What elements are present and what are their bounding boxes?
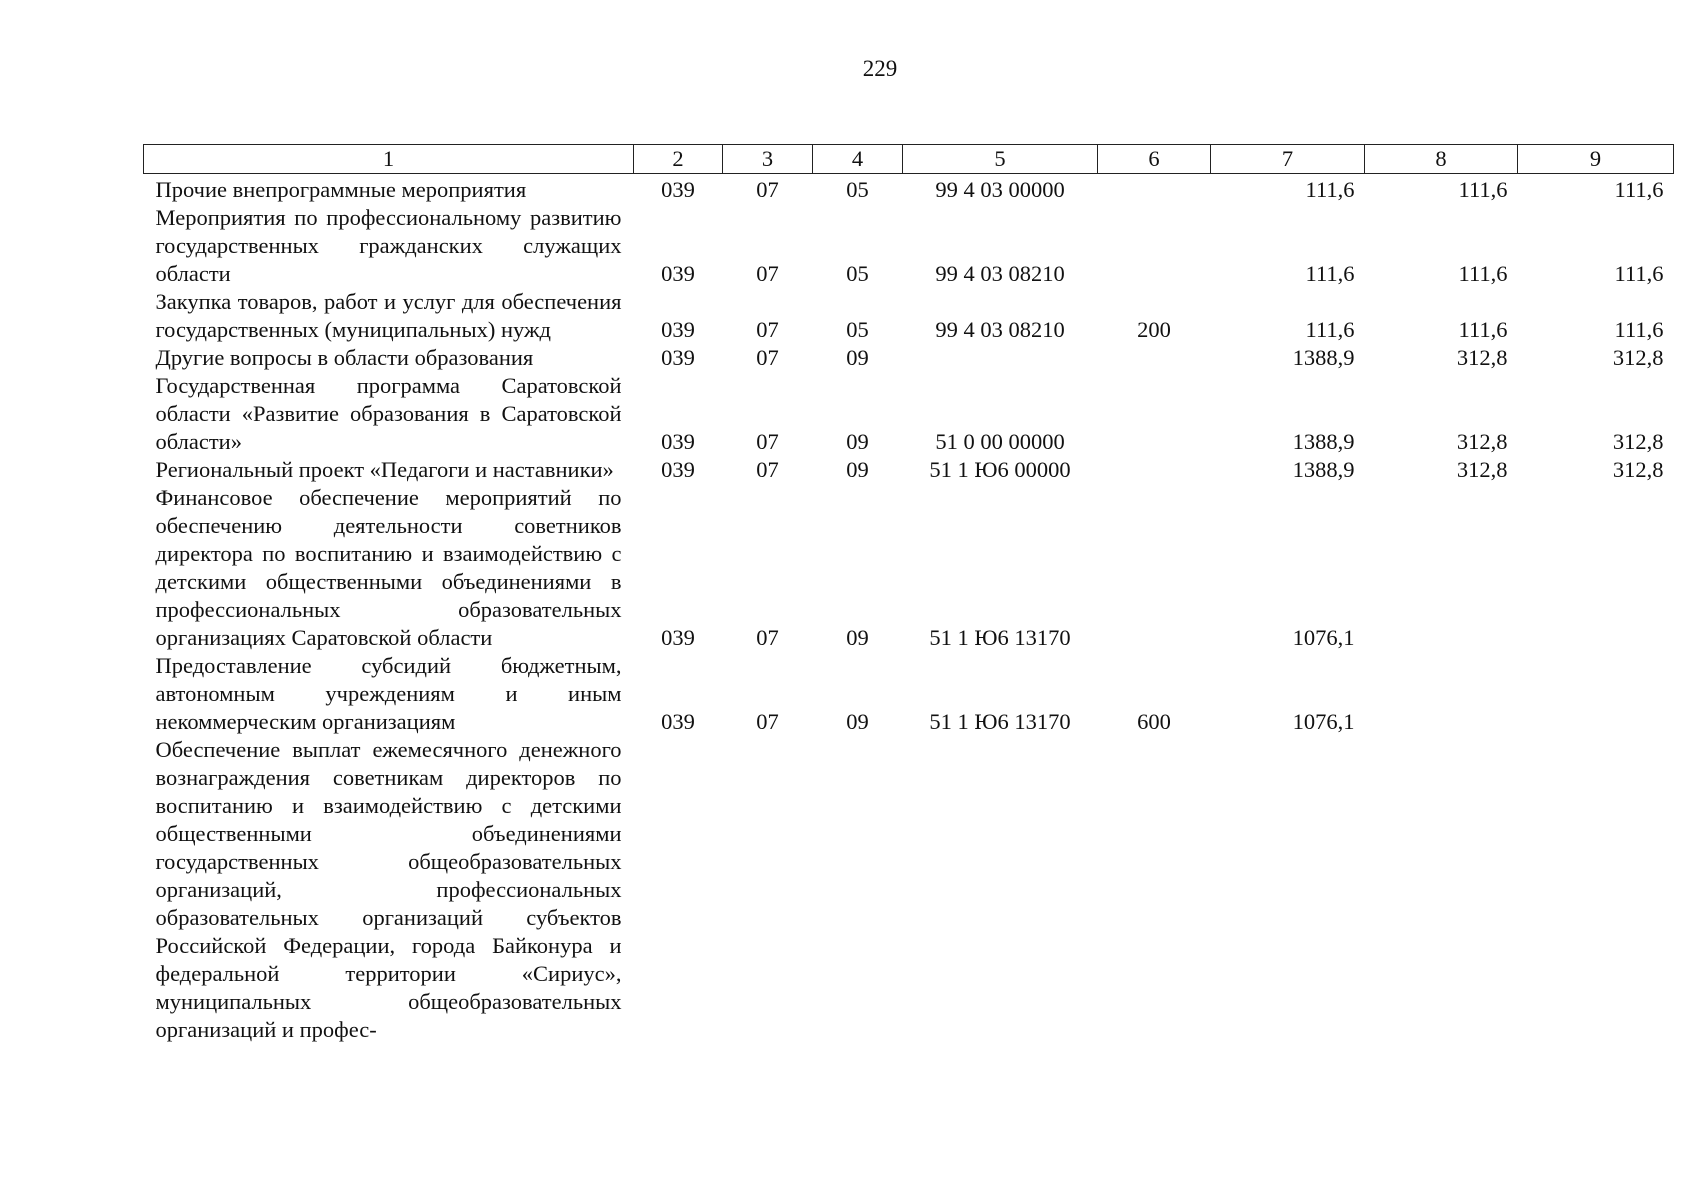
section-code-cell: 07 xyxy=(756,429,779,454)
row-name-cell: Финансовое обеспечение мероприятий по обеспечению деятельности советников директора по воспитанию и взаимодействию с детскими общественными объединениями в профессиональных образовательных организациях Саратовской области xyxy=(155,485,622,650)
expense-type-cell: 600 xyxy=(1137,709,1171,734)
column-header: 5 xyxy=(903,145,1098,174)
expense-type-cell xyxy=(1098,344,1211,372)
amount-cell-8: 111,6 xyxy=(1458,177,1508,202)
table-row xyxy=(144,456,1674,484)
expense-type-cell xyxy=(1098,484,1211,652)
table-row xyxy=(144,652,1674,736)
column-header: 3 xyxy=(723,145,813,174)
column-header: 9 xyxy=(1518,145,1674,174)
amount-cell-7: 111,6 xyxy=(1305,317,1355,342)
expense-type-cell xyxy=(1098,456,1211,484)
ministry-code-cell: 039 xyxy=(661,429,695,454)
table-row xyxy=(144,736,1674,1044)
row-name-cell: Обеспечение выплат ежемесячного денежного вознаграждения советникам директоров по воспитанию и взаимодействию с детскими общественными объединениями государственных общеобразовательных организаций, профессиональных образовательных организаций субъектов Российской Федерации, города Байконура и федеральной территории «Сириус», муниципальных общеобразовательных организаций и профес- xyxy=(155,737,622,1042)
amount-cell-8 xyxy=(1365,736,1518,1044)
subsection-code-cell: 09 xyxy=(846,625,869,650)
subsection-code-cell xyxy=(813,736,903,1044)
header-row xyxy=(144,145,1674,174)
amount-cell-7: 1388,9 xyxy=(1292,429,1355,454)
amount-cell-9 xyxy=(1518,736,1674,1044)
amount-cell-9: 111,6 xyxy=(1614,261,1664,286)
amount-cell-7: 1076,1 xyxy=(1292,625,1355,650)
amount-cell-9 xyxy=(1518,652,1674,736)
amount-cell-7: 111,6 xyxy=(1305,177,1355,202)
target-article-cell: 51 1 Ю6 13170 xyxy=(929,709,1071,734)
ministry-code-cell: 039 xyxy=(661,261,695,286)
section-code-cell: 07 xyxy=(756,317,779,342)
row-name-cell: Другие вопросы в области образования xyxy=(155,345,534,370)
target-article-cell: 99 4 03 08210 xyxy=(935,317,1065,342)
column-header: 4 xyxy=(813,145,903,174)
column-header: 7 xyxy=(1211,145,1365,174)
ministry-code-cell: 039 xyxy=(661,345,695,370)
row-name-cell: Прочие внепрограммные мероприятия xyxy=(155,177,527,202)
table-body xyxy=(144,174,1674,1045)
subsection-code-cell: 05 xyxy=(846,261,869,286)
table-row xyxy=(144,344,1674,372)
target-article-cell: 99 4 03 08210 xyxy=(935,261,1065,286)
amount-cell-8 xyxy=(1365,484,1518,652)
target-article-cell: 51 0 00 00000 xyxy=(935,429,1065,454)
target-article-cell: 51 1 Ю6 13170 xyxy=(929,625,1071,650)
amount-cell-7: 1388,9 xyxy=(1292,345,1355,370)
row-name-cell: Государственная программа Саратовской области «Развитие образования в Саратовской области» xyxy=(155,373,622,454)
column-header: 6 xyxy=(1098,145,1211,174)
column-header: 8 xyxy=(1365,145,1518,174)
subsection-code-cell: 09 xyxy=(846,709,869,734)
expense-type-cell xyxy=(1098,736,1211,1044)
target-article-cell: 99 4 03 00000 xyxy=(935,177,1065,202)
table-row xyxy=(144,174,1674,205)
expense-type-cell: 200 xyxy=(1137,317,1171,342)
ministry-code-cell: 039 xyxy=(661,317,695,342)
target-article-cell xyxy=(903,736,1098,1044)
budget-table xyxy=(143,144,1674,1044)
section-code-cell: 07 xyxy=(756,457,779,482)
subsection-code-cell: 09 xyxy=(846,457,869,482)
row-name-cell: Региональный проект «Педагоги и наставники» xyxy=(155,457,614,482)
row-name-cell: Предоставление субсидий бюджетным, автономным учреждениям и иным некоммерческим организациям xyxy=(155,653,622,734)
column-header: 2 xyxy=(634,145,723,174)
ministry-code-cell: 039 xyxy=(661,177,695,202)
row-name-cell: Мероприятия по профессиональному развитию государственных гражданских служащих области xyxy=(155,205,622,286)
column-header: 1 xyxy=(144,145,634,174)
subsection-code-cell: 09 xyxy=(846,345,869,370)
amount-cell-8: 111,6 xyxy=(1458,317,1508,342)
subsection-code-cell: 05 xyxy=(846,177,869,202)
section-code-cell: 07 xyxy=(756,709,779,734)
amount-cell-8: 312,8 xyxy=(1456,429,1508,454)
target-article-cell: 51 1 Ю6 00000 xyxy=(929,457,1071,482)
amount-cell-8: 312,8 xyxy=(1456,345,1508,370)
amount-cell-9: 312,8 xyxy=(1612,457,1664,482)
amount-cell-9: 111,6 xyxy=(1614,177,1664,202)
table-row xyxy=(144,484,1674,652)
amount-cell-9: 312,8 xyxy=(1612,345,1664,370)
amount-cell-9: 312,8 xyxy=(1612,429,1664,454)
ministry-code-cell xyxy=(634,736,723,1044)
target-article-cell xyxy=(903,344,1098,372)
section-code-cell: 07 xyxy=(756,345,779,370)
amount-cell-8 xyxy=(1365,652,1518,736)
section-code-cell xyxy=(723,736,813,1044)
amount-cell-7: 1076,1 xyxy=(1292,709,1355,734)
section-code-cell: 07 xyxy=(756,177,779,202)
amount-cell-8: 111,6 xyxy=(1458,261,1508,286)
table-row xyxy=(144,288,1674,344)
subsection-code-cell: 09 xyxy=(846,429,869,454)
expense-type-cell xyxy=(1098,204,1211,288)
page-number: 229 xyxy=(862,56,898,81)
section-code-cell: 07 xyxy=(756,261,779,286)
amount-cell-8: 312,8 xyxy=(1456,457,1508,482)
ministry-code-cell: 039 xyxy=(661,457,695,482)
amount-cell-7: 1388,9 xyxy=(1292,457,1355,482)
amount-cell-7: 111,6 xyxy=(1305,261,1355,286)
subsection-code-cell: 05 xyxy=(846,317,869,342)
expense-type-cell xyxy=(1098,372,1211,456)
amount-cell-9 xyxy=(1518,484,1674,652)
table-row xyxy=(144,204,1674,288)
table-row xyxy=(144,372,1674,456)
expense-type-cell xyxy=(1098,174,1211,205)
ministry-code-cell: 039 xyxy=(661,709,695,734)
row-name-cell: Закупка товаров, работ и услуг для обеспечения государственных (муниципальных) нужд xyxy=(155,289,622,342)
amount-cell-7 xyxy=(1211,736,1365,1044)
amount-cell-9: 111,6 xyxy=(1614,317,1664,342)
section-code-cell: 07 xyxy=(756,625,779,650)
ministry-code-cell: 039 xyxy=(661,625,695,650)
